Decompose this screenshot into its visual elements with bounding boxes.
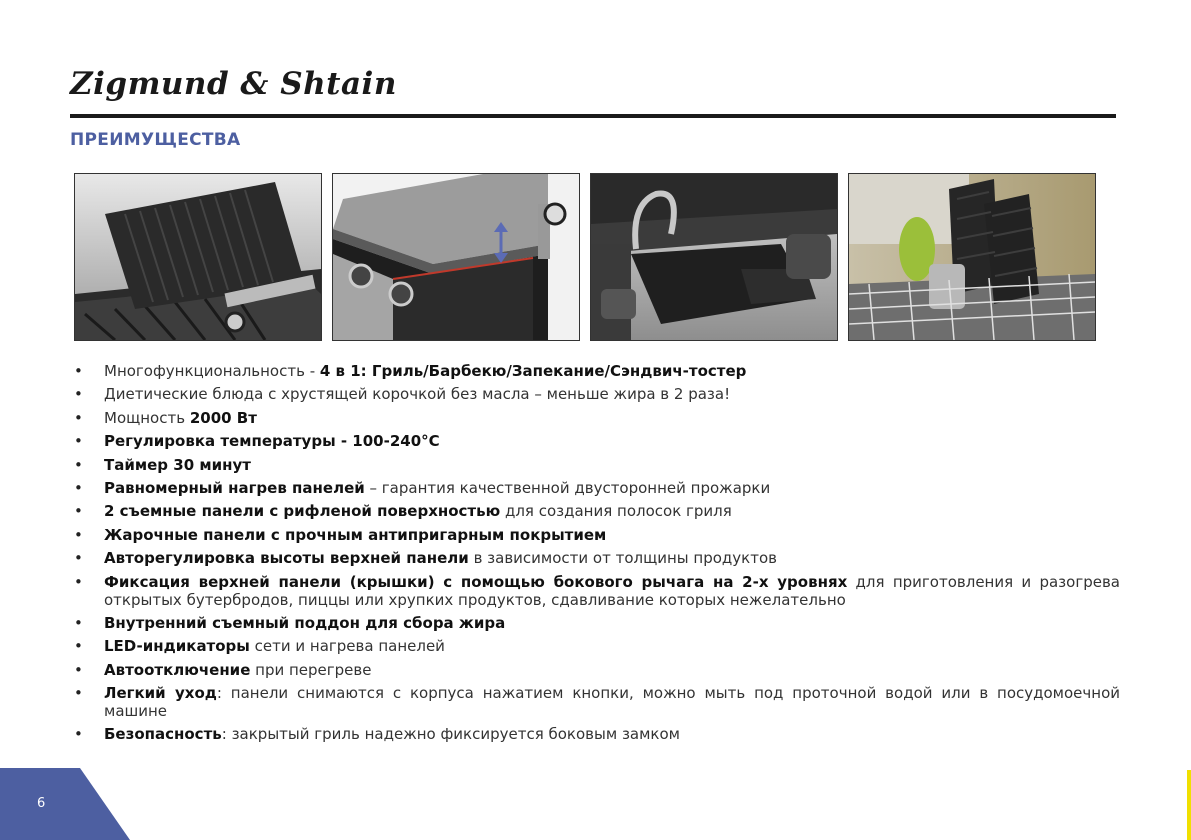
feature-text-bold: 2000 Вт (189, 408, 257, 427)
photo-strip (74, 173, 1094, 341)
feature-item (70, 409, 1120, 427)
feature-text-bold: Регулировка температуры - 100-240°С (104, 432, 440, 451)
feature-text: для приготовления и разогрева открытых бутербродов, пиццы или хрупких продуктов, сдавливание которых нежелательно (104, 572, 1120, 609)
feature-text-bold: Фиксация верхней панели (крышки) с помощью бокового рычага на 2-х уровнях (104, 572, 848, 591)
feature-item (70, 479, 1120, 497)
dishwasher-illustration (849, 174, 1095, 340)
page-tab (0, 768, 130, 840)
feature-text: Мощность (104, 408, 190, 427)
photo-grill-open-plates (74, 173, 322, 341)
feature-item (70, 526, 1120, 544)
feature-text: : закрытый гриль надежно фиксируется боковым замком (221, 725, 680, 744)
feature-text: Диетические блюда с хрустящей корочкой без масла – меньше жира в 2 раза! (104, 385, 731, 404)
feature-text-bold: Равномерный нагрев панелей (104, 478, 365, 497)
feature-item (70, 661, 1120, 679)
feature-text: в зависимости от толщины продуктов (468, 549, 777, 568)
feature-text: сети и нагрева панелей (249, 637, 445, 656)
feature-item (70, 502, 1120, 520)
features-list (70, 362, 1120, 749)
feature-text-bold: Легкий уход (104, 684, 217, 703)
feature-text-bold: Безопасность (104, 725, 222, 744)
photo-grill-height-adjust (332, 173, 580, 341)
feature-text-bold: Жарочные панели с прочным антипригарным покрытием (104, 525, 607, 544)
feature-item (70, 637, 1120, 655)
feature-text: для создания полосок гриля (500, 502, 732, 521)
feature-item (70, 385, 1120, 403)
header-rule (70, 114, 1116, 118)
feature-item (70, 684, 1120, 720)
feature-item (70, 549, 1120, 567)
feature-item (70, 362, 1120, 380)
feature-text-bold: Таймер 30 минут (104, 455, 251, 474)
feature-item (70, 614, 1120, 632)
corner-mark (1187, 770, 1191, 840)
feature-text-bold: LED-индикаторы (104, 637, 250, 656)
feature-item (70, 432, 1120, 450)
grill-open-illustration (75, 174, 321, 340)
photo-grill-drip-tray (590, 173, 838, 341)
feature-text: при перегреве (250, 660, 372, 679)
photo-plates-in-dishwasher (848, 173, 1096, 341)
feature-item (70, 456, 1120, 474)
drip-tray-illustration (591, 174, 837, 340)
feature-text-bold: Авторегулировка высоты верхней панели (104, 549, 469, 568)
feature-text: – гарантия качественной двусторонней прожарки (364, 478, 771, 497)
feature-text-bold: Внутренний съемный поддон для сбора жира (104, 613, 506, 632)
feature-text-bold: Автоотключение (104, 660, 251, 679)
feature-item (70, 725, 1120, 743)
page-tab-shape (0, 768, 130, 840)
feature-text-bold: 2 съемные панели с рифленой поверхностью (104, 502, 501, 521)
feature-text: : панели снимаются с корпуса нажатием кнопки, можно мыть под проточной водой или в посудомоечной машине (104, 684, 1121, 721)
feature-text: Многофункциональность - (104, 362, 320, 380)
page-number: 6 (37, 796, 46, 811)
feature-item (70, 573, 1120, 609)
grill-closed-illustration (333, 174, 579, 340)
brand-logo: Zigmund & Shtain (70, 66, 397, 102)
feature-text-bold: 4 в 1: Гриль/Барбекю/Запекание/Сэндвич-тостер (319, 362, 747, 380)
section-title: ПРЕИМУЩЕСТВА (70, 130, 241, 150)
